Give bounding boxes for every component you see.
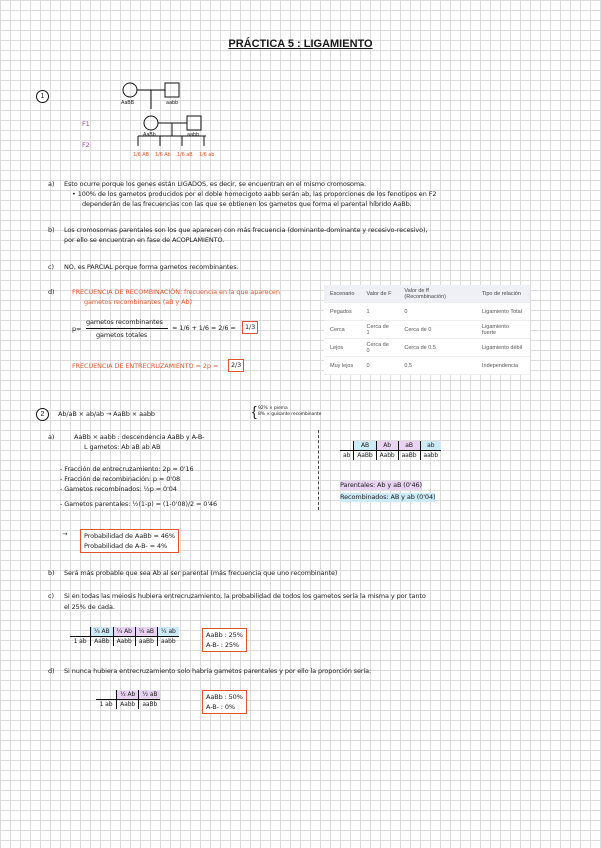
table-cell: 0.5 <box>398 357 476 375</box>
table-header-row <box>324 285 530 303</box>
dashed-divider <box>318 430 319 510</box>
table-row <box>324 339 530 357</box>
table-cell: Cerca <box>324 321 360 339</box>
q1-c-label: c) <box>48 263 54 271</box>
table-cell: 1 <box>360 303 398 321</box>
q1-a-bullet-2: dependerán de las frecuencias con las que se obtienen los gametos que forma el parental híbrido AaBb. <box>82 200 412 208</box>
crossover-frequency-label: FRECUENCIA DE ENTRECRUZAMIENTO = 2p = <box>72 362 219 370</box>
recombination-calc: = 1/6 + 1/6 = 2/6 = <box>172 324 236 332</box>
generation-f2-label: F2 <box>82 141 90 149</box>
table-cell: Cerca de 0.5 <box>398 339 476 357</box>
punnett-cell: aaBb <box>142 701 158 708</box>
punnett-cell: Aabb <box>117 700 139 710</box>
punnett-cell: Aabb <box>376 451 398 461</box>
q2-a-item: - Gametos recombinados: ½p = 0'04 <box>60 485 177 493</box>
q1-b-line-2: por ello se encuentran en fase de ACOPLAMIENTO. <box>64 236 225 244</box>
punnett-gamete: ¼ ab <box>157 627 178 637</box>
generation-f1-label: F1 <box>82 120 90 128</box>
table-row <box>324 321 530 339</box>
q2-legend: 92% × pierna 8% × guisante recombinante <box>258 406 322 417</box>
punnett-cell: AaBb <box>91 637 114 647</box>
fraction-denominator: gametos totales <box>96 331 148 339</box>
punnett-gamete: Ab <box>376 441 398 451</box>
punnett-gamete: ¼ Ab <box>113 627 135 637</box>
table-header: Escenario <box>324 285 360 303</box>
table-header: Valor de F <box>360 285 398 303</box>
punnett-square-q2c <box>70 627 179 646</box>
q2-a-item: - Gametos parentales: ½(1-p) = (1-0'08)/2 = 0'46 <box>60 500 218 508</box>
fraction-line <box>86 328 168 329</box>
punnett-gamete: ab <box>420 441 441 451</box>
q1-a-label: a) <box>48 180 55 188</box>
table-cell: 0 <box>398 303 476 321</box>
recombination-result: 1/3 <box>242 321 258 334</box>
q2-d-result-box: AaBb : 50% A-B- : 0% <box>202 690 247 714</box>
punnett-row-gamete: ab <box>340 451 354 461</box>
q2-d-text: Si nunca hubiera entrecruzamiento solo habría gametos parentales y por ello la proporción sería: <box>64 667 372 675</box>
q2-a-item: - Fracción de recombinación: p = 0'08 <box>60 475 181 483</box>
punnett-gamete: ¼ aB <box>135 627 157 637</box>
parentales-note: Parentales: Ab y aB (0'46) <box>340 481 422 489</box>
table-cell: Lejos <box>324 339 360 357</box>
offspring-ab-recessive: 1/6 ab <box>199 152 215 158</box>
q2-a-line-1: AaBb × aabb : descendencia AaBb y A-B- <box>74 433 205 441</box>
question-2-number: 2 <box>36 408 49 421</box>
punnett-cell: AaBb <box>354 451 376 461</box>
recombinados-note: Recombinados: AB y ab (0'04) <box>340 493 436 501</box>
offspring-ab-mixed: 1/6 Ab <box>155 152 171 158</box>
q2-c-label: c) <box>48 592 54 600</box>
brace-icon: { <box>252 403 257 419</box>
punnett-row-gamete: 1 ab <box>70 637 91 647</box>
arrow-icon: → <box>62 530 68 538</box>
table-row <box>324 303 530 321</box>
linkage-reference-table <box>324 285 530 375</box>
table-cell: Independencia <box>476 357 530 375</box>
punnett-gamete: ¼ AB <box>91 627 114 637</box>
table-cell: Cerca de 0 <box>360 339 398 357</box>
pedigree-child-male: aabb <box>187 132 200 138</box>
q2-b-label: b) <box>48 569 55 577</box>
q1-d-label: d) <box>48 288 55 296</box>
q1-a-bullet-1: • 100% de los gametos producidos por el doble homocigoto aabb serán ab, las proporciones de los fenotipos en F2 <box>72 190 437 198</box>
punnett-row-gamete: 1 ab <box>96 700 117 710</box>
q2-c-line-2: el 25% de cada. <box>64 603 115 611</box>
punnett-gamete: ½ Ab <box>117 690 139 700</box>
offspring-ab-dominant: 1/6 AB <box>133 152 149 158</box>
q1-c-text: NO, es PARCIAL porque forma gametos recombinantes. <box>64 263 239 271</box>
table-header: Valor de ff (Recombinación) <box>398 285 476 303</box>
recombination-definition-1: FRECUENCIA DE RECOMBINACIÓN: frecuencia en la que aparecen <box>72 288 280 296</box>
p-symbol: p= <box>72 325 82 333</box>
punnett-gamete: AB <box>354 441 376 451</box>
punnett-cell: aabb <box>423 452 439 459</box>
punnett-cell: Aabb <box>113 637 135 647</box>
q1-a-text: Esto ocurre porque los genes están LIGADOS, es decir, se encuentran en el mismo cromosoma. <box>64 180 366 188</box>
table-cell: Pegados <box>324 303 360 321</box>
q2-a-item: - Fracción de entrecruzamiento: 2p = 0'16 <box>60 465 194 473</box>
table-cell: Cerca de 0 <box>398 321 476 339</box>
q1-b-line-1: Los cromosomas parentales son los que aparecen con más frecuencia (dominante-dominante y recesivo-recesivo), <box>64 226 428 234</box>
q1-b-label: b) <box>48 226 55 234</box>
q2-a-line-2: L gametos: Ab aB ab AB <box>84 443 161 451</box>
page-title: PRÁCTICA 5 : LIGAMIENTO <box>228 38 373 50</box>
fraction-numerator: gametos recombinantes <box>86 318 163 326</box>
table-cell: Cerca de 1 <box>360 321 398 339</box>
punnett-cell: aaBb <box>398 451 420 461</box>
pedigree-child-female: AaBb <box>143 132 156 138</box>
q2-a-label: a) <box>48 433 55 441</box>
punnett-cell: aaBb <box>135 637 157 647</box>
table-cell: Ligamiento Total <box>476 303 530 321</box>
punnett-gamete: ½ aB <box>139 690 161 700</box>
q2-b-text: Será más probable que sea Ab al ser parental (más frecuencia que uno recombinante) <box>64 569 338 577</box>
table-cell: Muy lejos <box>324 357 360 375</box>
offspring-ab-mixed-2: 1/6 aB <box>177 152 193 158</box>
pedigree-parent-female: AaBB <box>121 100 134 106</box>
pedigree-parent-male: aabb <box>166 100 179 106</box>
table-row <box>324 357 530 375</box>
table-header: Tipo de relación <box>476 285 530 303</box>
recombination-definition-2: gametos recombinantes (aB y Ab) <box>84 298 192 306</box>
question-1-number: 1 <box>36 90 49 103</box>
punnett-square-q2d <box>96 690 160 709</box>
q2-c-line-1: Si en todas las meiosis hubiera entrecruzamiento, la probabilidad de todos los gametos sería la misma y por tanto <box>64 592 426 600</box>
punnett-cell: aabb <box>161 638 176 645</box>
crossover-frequency-result: 2/3 <box>228 359 244 372</box>
table-cell: Ligamiento débil <box>476 339 530 357</box>
q2-probability-box: Probabilidad de AaBb = 46% Probabilidad de A-B- = 4% <box>80 529 179 553</box>
table-cell: 0 <box>360 357 398 375</box>
table-cell: Ligamiento fuerte <box>476 321 530 339</box>
q2-c-result-box: AaBb : 25% A-B- : 25% <box>202 628 247 652</box>
punnett-square-q2 <box>340 441 441 460</box>
q2-d-label: d) <box>48 667 55 675</box>
punnett-gamete: aB <box>398 441 420 451</box>
q2-cross: Ab/aB × ab/ab → AaBb × aabb <box>58 410 155 418</box>
